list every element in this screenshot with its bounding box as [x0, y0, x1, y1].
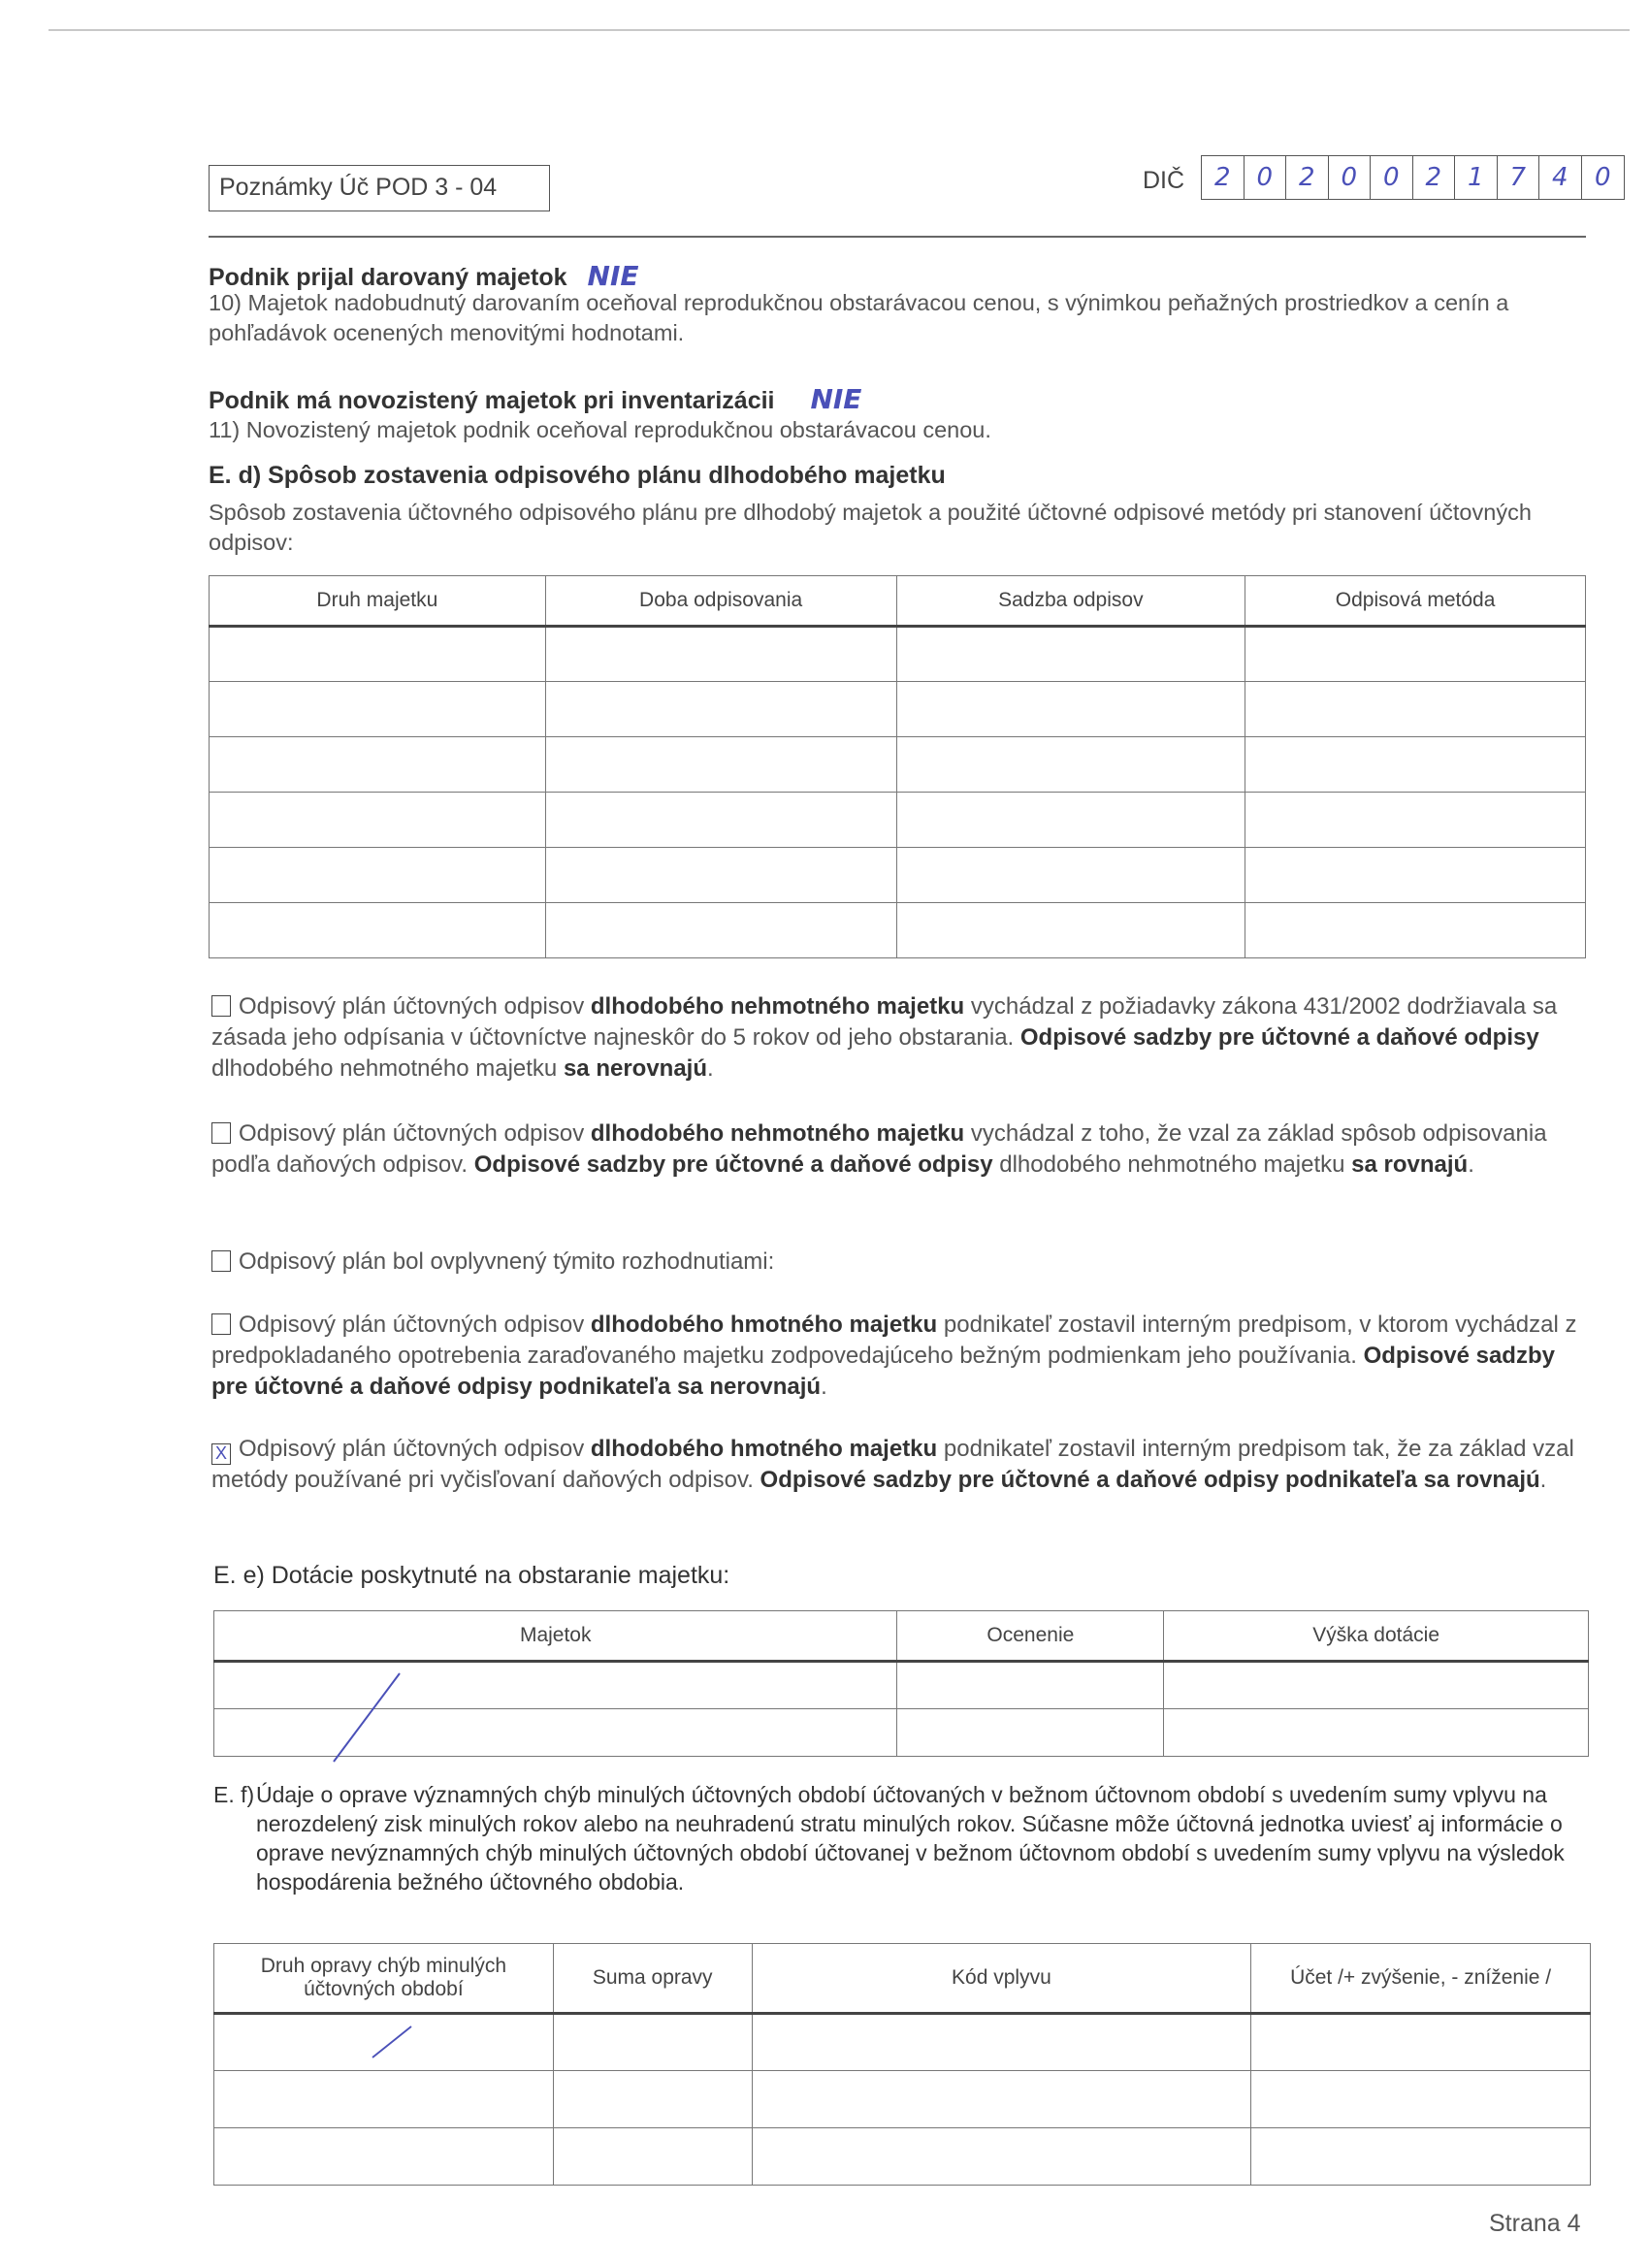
checkbox[interactable] [211, 1122, 231, 1144]
column-header: Druh opravy chýb minulých účtovných období [214, 1944, 554, 2014]
dic-digit[interactable]: 2 [1286, 156, 1329, 199]
option-bold-text: sa nerovnajú [563, 1055, 708, 1082]
option-text: dlhodobého nehmotného majetku [211, 1055, 564, 1082]
table-header-row [214, 1944, 1591, 2014]
table-cell[interactable] [214, 2128, 554, 2186]
dic-digit[interactable]: 1 [1455, 156, 1498, 199]
table-row [214, 1662, 1589, 1709]
table-cell[interactable] [545, 793, 896, 848]
option-text: Odpisový plán účtovných odpisov [239, 1312, 591, 1338]
table-cell[interactable] [553, 2071, 752, 2128]
table-cell[interactable] [545, 737, 896, 793]
table-row [214, 1709, 1589, 1757]
option-text: Odpisový plán účtovných odpisov [239, 993, 591, 1020]
table-row [210, 793, 1586, 848]
error-correction-table [213, 1943, 1591, 2186]
table-cell[interactable] [896, 682, 1245, 737]
table-cell[interactable] [1245, 627, 1586, 682]
section-11-text: 11) Novozistený majetok podnik oceňoval reprodukčnou obstarávacou cenou. [209, 417, 991, 442]
table-cell[interactable] [896, 793, 1245, 848]
table-cell[interactable] [210, 848, 546, 903]
table-cell[interactable] [897, 1662, 1164, 1709]
table-row [214, 2071, 1591, 2128]
table-cell[interactable] [210, 737, 546, 793]
table-cell[interactable] [545, 848, 896, 903]
dic-label: DIČ [1143, 167, 1185, 194]
section-ed-text: Spôsob zostavenia účtovného odpisového plánu pre dlhodobý majetok a použité účtovné odpisové metódy pri stanovení účtovných odpisov: [209, 500, 1532, 555]
column-header: Ocenenie [897, 1611, 1164, 1662]
table-cell[interactable] [1245, 793, 1586, 848]
table-cell[interactable] [214, 1709, 897, 1757]
checkbox[interactable] [211, 995, 231, 1017]
table-cell[interactable] [545, 627, 896, 682]
dic-digit[interactable]: 4 [1539, 156, 1582, 199]
table-cell[interactable] [553, 2014, 752, 2071]
section-11-title: Podnik má novozistený majetok pri inventarizácii NIE [209, 383, 862, 415]
option-bold-text: Odpisové sadzby pre účtovné a daňové odpisy podnikateľa sa nerovnajú [211, 1343, 1555, 1400]
table-row [214, 2128, 1591, 2186]
section-ee-title: E. e) Dotácie poskytnuté na obstaranie majetku: [213, 1562, 730, 1589]
table-row [210, 682, 1586, 737]
check-mark: X [214, 1443, 227, 1463]
table-cell[interactable] [896, 737, 1245, 793]
section-ef [213, 1780, 1591, 1896]
depreciation-table [209, 575, 1586, 958]
subsidy-table [213, 1610, 1589, 1757]
table-cell[interactable] [896, 903, 1245, 958]
column-header: Odpisová metóda [1245, 576, 1586, 627]
checkbox-option [211, 1247, 1579, 1278]
table-cell[interactable] [553, 2128, 752, 2186]
dic-digit[interactable]: 0 [1371, 156, 1413, 199]
table-cell[interactable] [1245, 848, 1586, 903]
table-header-row [214, 1611, 1589, 1662]
column-header: Majetok [214, 1611, 897, 1662]
option-bold-text: dlhodobého nehmotného majetku [590, 993, 965, 1020]
checkbox-option [211, 991, 1579, 1085]
column-header: Účet /+ zvýšenie, - zníženie / [1251, 1944, 1591, 2014]
handwritten-strike-line [369, 2023, 417, 2061]
checkbox-option [211, 1434, 1579, 1496]
page-number: Strana 4 [1489, 2210, 1581, 2237]
checkbox-option [211, 1118, 1579, 1181]
option-text: . [1539, 1467, 1547, 1493]
table-cell[interactable] [545, 903, 896, 958]
option-text: Odpisový plán bol ovplyvnený týmito rozhodnutiami: [239, 1248, 775, 1275]
table-cell[interactable] [210, 627, 546, 682]
option-bold-text: Odpisové sadzby pre účtovné a daňové odpisy [473, 1151, 993, 1178]
section-10-title: Podnik prijal darovaný majetok NIE [209, 260, 639, 292]
option-text: . [821, 1374, 827, 1400]
option-bold-text: Odpisové sadzby pre účtovné a daňové odpisy [1019, 1024, 1539, 1051]
option-text: dlhodobého nehmotného majetku [992, 1151, 1352, 1178]
section-10-text: 10) Majetok nadobudnutý darovaním oceňoval reprodukčnou obstarávacou cenou, s výnimkou peňažných prostriedkov a cenín a pohľadávok ocenených menovitými hodnotami. [209, 290, 1509, 345]
table-row [210, 848, 1586, 903]
option-bold-text: dlhodobého hmotného majetku [590, 1312, 938, 1338]
option-text: Odpisový plán účtovných odpisov [239, 1120, 591, 1147]
table-cell[interactable] [897, 1709, 1164, 1757]
option-text: podnikateľ zostavil interným predpisom tak, že za základ vzal metódy používané pri vyčisľovaní daňových odpisov. [211, 1436, 1574, 1493]
dic-digit[interactable]: 0 [1245, 156, 1287, 199]
table-cell[interactable] [896, 627, 1245, 682]
table-row [210, 903, 1586, 958]
column-header: Kód vplyvu [752, 1944, 1251, 2014]
table-cell[interactable] [214, 2071, 554, 2128]
dic-digit[interactable]: 0 [1594, 163, 1611, 192]
dic-digit[interactable]: 2 [1202, 156, 1245, 199]
option-text: podnikateľ zostavil interným predpisom, v ktorom vychádzal z predpokladaného opotrebenia zaraďovaného majetku zodpovedajúceho bežným podmienkam jeho používania. [211, 1312, 1577, 1369]
table-row [214, 2014, 1591, 2071]
scan-edge-line [48, 29, 1630, 31]
table-cell[interactable] [752, 2071, 1251, 2128]
column-header: Druh majetku [210, 576, 546, 627]
column-header: Výška dotácie [1164, 1611, 1589, 1662]
dic-digit[interactable]: 7 [1498, 156, 1540, 199]
option-text: . [707, 1055, 714, 1082]
table-cell[interactable] [210, 793, 546, 848]
table-cell[interactable] [210, 682, 546, 737]
table-cell[interactable] [545, 682, 896, 737]
section-ef-text: Údaje o oprave významných chýb minulých účtovných období účtovaných v bežnom účtovnom období s uvedením sumy vplyvu na nerozdelený zisk minulých rokov alebo na neuhradenú stratu minulých rokov. Súčasne môže účtovná jednotka uviesť aj informácie o oprave nevýznamných chýb minulých účtovných období účtovanej v bežnom účtovnom období s uvedením sumy vplyvu na výsledok hospodárenia bežného účtovného obdobia. [256, 1782, 1565, 1895]
table-cell[interactable] [1164, 1662, 1589, 1709]
divider [209, 236, 1586, 238]
table-cell[interactable] [752, 2128, 1251, 2186]
checkbox[interactable] [211, 1313, 231, 1335]
table-cell[interactable] [1251, 2128, 1591, 2186]
checkbox[interactable] [211, 1443, 231, 1465]
table-header-row [210, 576, 1586, 627]
option-text: Odpisový plán účtovných odpisov [239, 1436, 591, 1462]
handwritten-answer: NIE [587, 260, 639, 292]
handwritten-strike-line [320, 1669, 407, 1766]
table-row [210, 627, 1586, 682]
table-row [210, 737, 1586, 793]
table-cell[interactable] [1245, 903, 1586, 958]
column-header: Suma opravy [553, 1944, 752, 2014]
column-header: Sadzba odpisov [896, 576, 1245, 627]
form-code-box: Poznámky Úč POD 3 - 04 [209, 165, 550, 211]
dic-digit[interactable]: 0 [1329, 156, 1372, 199]
table-cell[interactable] [1245, 682, 1586, 737]
option-text: vychádzal z požiadavky zákona 431/2002 dodržiavala sa zásada jeho odpísania v účtovníctve najneskôr do 5 rokov od jeho obstarania. [211, 993, 1558, 1051]
table-cell[interactable] [752, 2014, 1251, 2071]
table-cell[interactable] [1251, 2014, 1591, 2071]
option-bold-text: Odpisové sadzby pre účtovné a daňové odpisy podnikateľa sa rovnajú [760, 1467, 1540, 1493]
dic-field[interactable] [1201, 155, 1625, 200]
checkbox-option [211, 1310, 1579, 1403]
table-cell[interactable] [896, 848, 1245, 903]
option-text: . [1468, 1151, 1474, 1178]
table-cell[interactable] [214, 1662, 897, 1709]
table-cell[interactable] [1251, 2071, 1591, 2128]
handwritten-answer: NIE [810, 383, 862, 415]
dic-digit[interactable]: 2 [1413, 156, 1456, 199]
option-bold-text: dlhodobého nehmotného majetku [590, 1120, 965, 1147]
section-ed-title: E. d) Spôsob zostavenia odpisového plánu dlhodobého majetku [209, 462, 946, 489]
option-bold-text: sa rovnajú [1351, 1151, 1469, 1178]
option-bold-text: dlhodobého hmotného majetku [590, 1436, 938, 1462]
table-cell[interactable] [1164, 1709, 1589, 1757]
section-ef-label: E. f) [213, 1782, 255, 1807]
option-text: vychádzal z toho, že vzal za základ spôsob odpisovania podľa daňových odpisov. [211, 1120, 1547, 1178]
column-header: Doba odpisovania [545, 576, 896, 627]
checkbox[interactable] [211, 1250, 231, 1272]
table-cell[interactable] [1245, 737, 1586, 793]
table-cell[interactable] [210, 903, 546, 958]
